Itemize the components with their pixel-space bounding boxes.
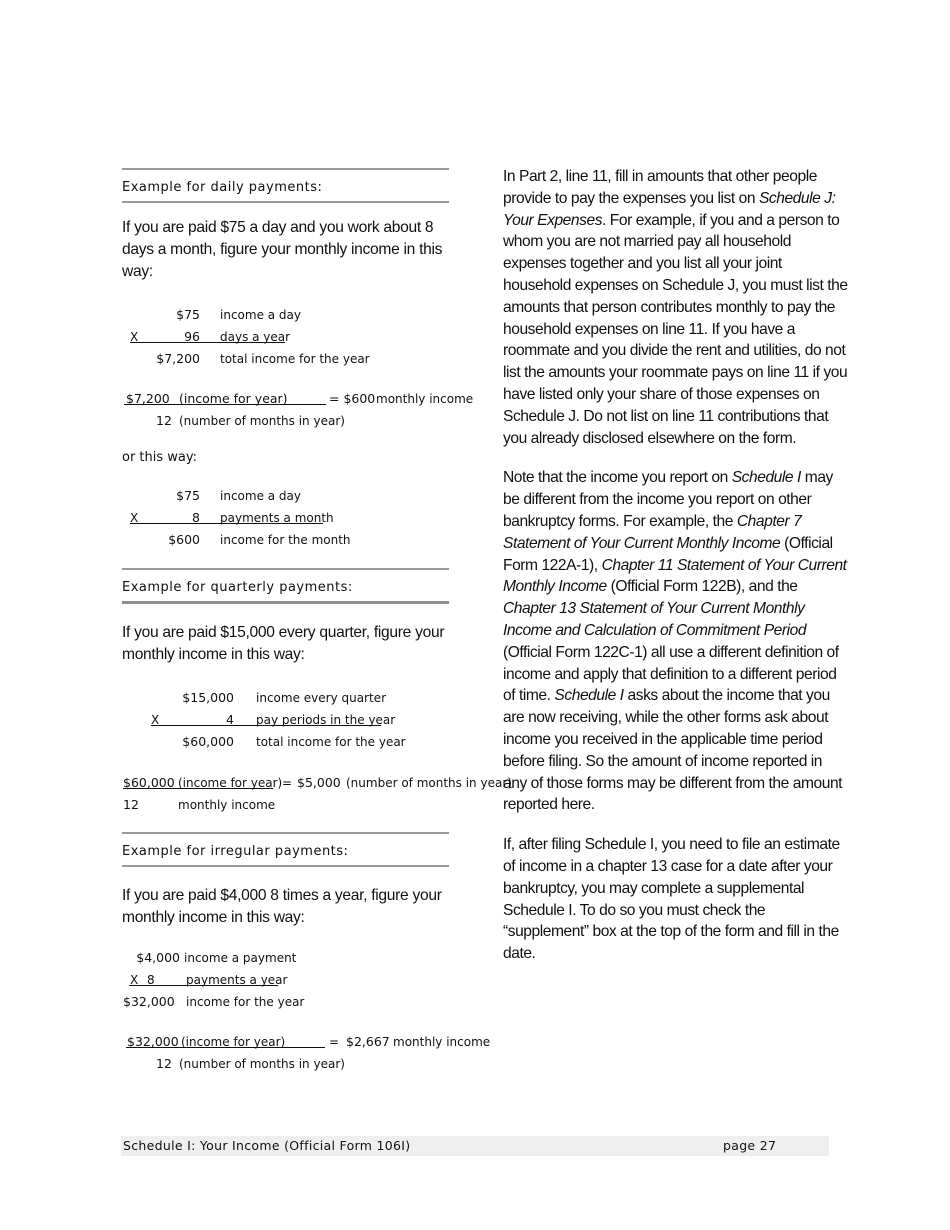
quarterly-calc-r2-label: pay periods in the year bbox=[256, 712, 396, 727]
quarterly-intro: If you are paid $15,000 every quarter, figure your monthly income in this way: bbox=[122, 624, 445, 664]
irregular-calc-r3-label: income for the year bbox=[186, 994, 305, 1009]
daily-fraction-numerator-label: (income for year) bbox=[179, 391, 288, 407]
daily-intro: If you are paid $75 a day and you work about 8 days a month, figure your monthly income in this way: bbox=[122, 219, 443, 280]
quarterly-fraction-numerator-label: (income for year) bbox=[178, 775, 283, 790]
text-run: In Part 2, line 11, fill in amounts that other people provide to pay the expenses you list on bbox=[503, 168, 817, 207]
quarterly-calc-r3-label: total income for the year bbox=[256, 734, 406, 749]
daily-calc2-row3 bbox=[122, 529, 502, 551]
paragraph-other-people-contributions bbox=[503, 166, 848, 449]
quarterly-calc-r2-value: 4 bbox=[226, 711, 234, 727]
irregular-fraction-denominator-row bbox=[122, 1053, 502, 1075]
quarterly-calc-row2 bbox=[122, 709, 502, 731]
italic-title-run: Chapter 13 Statement of Your Current Monthly Income and Calculation of Commitment Period bbox=[503, 600, 807, 639]
daily-fraction-denominator: 12 bbox=[156, 413, 172, 429]
quarterly-calc-r3-value: $60,000 bbox=[182, 733, 234, 749]
irregular-calc-r2-label: payments a year bbox=[186, 972, 288, 987]
irregular-fraction-denominator: 12 bbox=[156, 1055, 172, 1071]
footer-page-number: page 27 bbox=[723, 1138, 777, 1153]
daily-calc1-r2-value: 96 bbox=[184, 329, 200, 345]
irregular-calc-r2-op: X bbox=[130, 972, 139, 987]
quarterly-fraction-result: $5,000 bbox=[297, 774, 341, 790]
daily-calc1-r2-op: X bbox=[130, 330, 139, 345]
left-column bbox=[122, 168, 512, 1075]
quarterly-fraction-equals: = bbox=[282, 775, 293, 790]
quarterly-calc-row3 bbox=[122, 731, 502, 753]
quarterly-fraction-numerator-row bbox=[122, 772, 512, 794]
irregular-fraction-numerator: $32,000 bbox=[127, 1033, 179, 1049]
italic-title-run: Chapter 11 Statement of Your Current Monthly Income bbox=[503, 556, 847, 596]
irregular-calc-r3-value: $32,000 bbox=[123, 993, 175, 1009]
daily-calc2-row2 bbox=[122, 507, 502, 529]
text-run: may be different from the income you report on other bankruptcy forms. For example, the bbox=[503, 469, 833, 530]
italic-title-run: Schedule I bbox=[554, 687, 624, 705]
irregular-fraction-result: $2,667 bbox=[346, 1033, 390, 1049]
quarterly-calc-row1 bbox=[122, 687, 502, 709]
right-column bbox=[503, 166, 848, 965]
text-run: (Official Form 122C-1) all use a different definition of income and apply that definition to a different period of time. bbox=[503, 643, 839, 705]
italic-title-run: Schedule I bbox=[731, 469, 801, 487]
text-run: . For example, if you and a person to whom you are not married pay all household expenses together and you list all your joint household expenses on Schedule J, you must list the amounts that person contributes monthly to pay the household expenses on line 11. If you have a roommate and you divide the rent and utilities, do not list the amounts your roommate pays on line 11 if you have listed only your share of those expenses on Schedule J. Do not list on line 11 contributions that you already disclosed elsewhere on the form. bbox=[503, 211, 848, 447]
text-run: asks about the income that you are now receiving, while the other forms ask about income you received in the applicable time period before filing. So the amount of income reported in any of those forms may be different from the amount reported here. bbox=[503, 687, 843, 814]
text-run: Note that the income you report on bbox=[503, 469, 732, 487]
text-run: (Official Form 122A-1), bbox=[503, 534, 833, 574]
daily-fraction-equals: = $600 bbox=[329, 391, 376, 407]
daily-calc1-r3-label: total income for the year bbox=[220, 352, 370, 367]
daily-calc1-row2 bbox=[122, 326, 502, 348]
quarterly-calc-r1-label: income every quarter bbox=[256, 690, 387, 705]
page-footer bbox=[121, 1136, 829, 1156]
daily-calc1-r1-value: $75 bbox=[176, 307, 200, 323]
irregular-calc-r1-label: income a payment bbox=[184, 950, 297, 965]
daily-calc2-r1-label: income a day bbox=[220, 489, 302, 504]
irregular-calc-row3 bbox=[122, 991, 502, 1013]
irregular-fraction-numerator-label: (income for year) bbox=[181, 1034, 286, 1049]
quarterly-fraction-result-label: (number of months in year) bbox=[346, 775, 512, 790]
irregular-calc-r2-value: 8 bbox=[147, 972, 155, 987]
paragraph-income-differences bbox=[503, 467, 848, 816]
daily-calc1-row1 bbox=[122, 304, 502, 326]
daily-fraction-numerator: $7,200 bbox=[126, 391, 170, 407]
quarterly-fraction-denominator-label: monthly income bbox=[178, 797, 276, 812]
daily-fraction-denominator-label: (number of months in year) bbox=[179, 414, 345, 429]
daily-calc2-r2-value: 8 bbox=[192, 510, 200, 526]
irregular-intro: If you are paid $4,000 8 times a year, figure your monthly income in this way: bbox=[122, 886, 442, 926]
quarterly-calc-r2-op: X bbox=[151, 712, 160, 727]
daily-calc2-r2-label: payments a month bbox=[220, 511, 334, 526]
daily-calc2-r3-label: income for the month bbox=[220, 533, 351, 548]
text-run: If, after filing Schedule I, you need to file an estimate of income in a chapter 13 case for a date after your bankruptcy, you may complete a supplemental Schedule I. To do so you must check the “supplement” box at the top of the form and fill in the date. bbox=[503, 836, 840, 963]
footer-form-title: Schedule I: Your Income (Official Form 106I) bbox=[123, 1138, 411, 1153]
italic-title-run: Schedule J: Your Expenses bbox=[503, 189, 836, 229]
daily-calc1-r1-label: income a day bbox=[220, 308, 302, 323]
daily-calc1-r2-label: days a year bbox=[220, 330, 291, 345]
text-run: (Official Form 122B), and the bbox=[606, 578, 798, 596]
daily-fraction-result-label: monthly income bbox=[376, 392, 474, 407]
daily-calc2-r2-op: X bbox=[130, 511, 139, 526]
quarterly-calc-r1-value: $15,000 bbox=[182, 689, 234, 705]
daily-calc2-row1 bbox=[122, 485, 502, 507]
irregular-calc-row2 bbox=[122, 969, 502, 991]
irregular-fraction-denominator-label: (number of months in year) bbox=[179, 1056, 345, 1071]
daily-or-text: or this way: bbox=[122, 450, 198, 466]
paragraph-supplemental-schedule bbox=[503, 834, 848, 965]
irregular-fraction-equals: = bbox=[329, 1034, 340, 1049]
quarterly-fraction-denominator-row bbox=[122, 794, 502, 816]
daily-heading: Example for daily payments: bbox=[122, 168, 449, 203]
daily-fraction-numerator-row bbox=[122, 388, 502, 410]
irregular-heading: Example for irregular payments: bbox=[122, 832, 449, 867]
quarterly-fraction-denominator: 12 bbox=[123, 796, 139, 812]
irregular-fraction-result-label: monthly income bbox=[393, 1034, 491, 1049]
quarterly-heading: Example for quarterly payments: bbox=[122, 568, 449, 604]
irregular-fraction-numerator-row bbox=[122, 1031, 502, 1053]
irregular-calc-r1-value: $4,000 bbox=[136, 949, 180, 965]
daily-calc2-r3-value: $600 bbox=[168, 532, 200, 548]
irregular-calc-row1 bbox=[122, 947, 502, 969]
italic-title-run: Chapter 7 Statement of Your Current Monthly Income bbox=[503, 512, 802, 552]
daily-fraction-denominator-row bbox=[122, 410, 502, 432]
daily-calc1-r3-value: $7,200 bbox=[156, 351, 200, 367]
daily-calc2-r1-value: $75 bbox=[176, 488, 200, 504]
quarterly-fraction-numerator: $60,000 bbox=[123, 774, 175, 790]
daily-calc1-row3 bbox=[122, 348, 502, 370]
